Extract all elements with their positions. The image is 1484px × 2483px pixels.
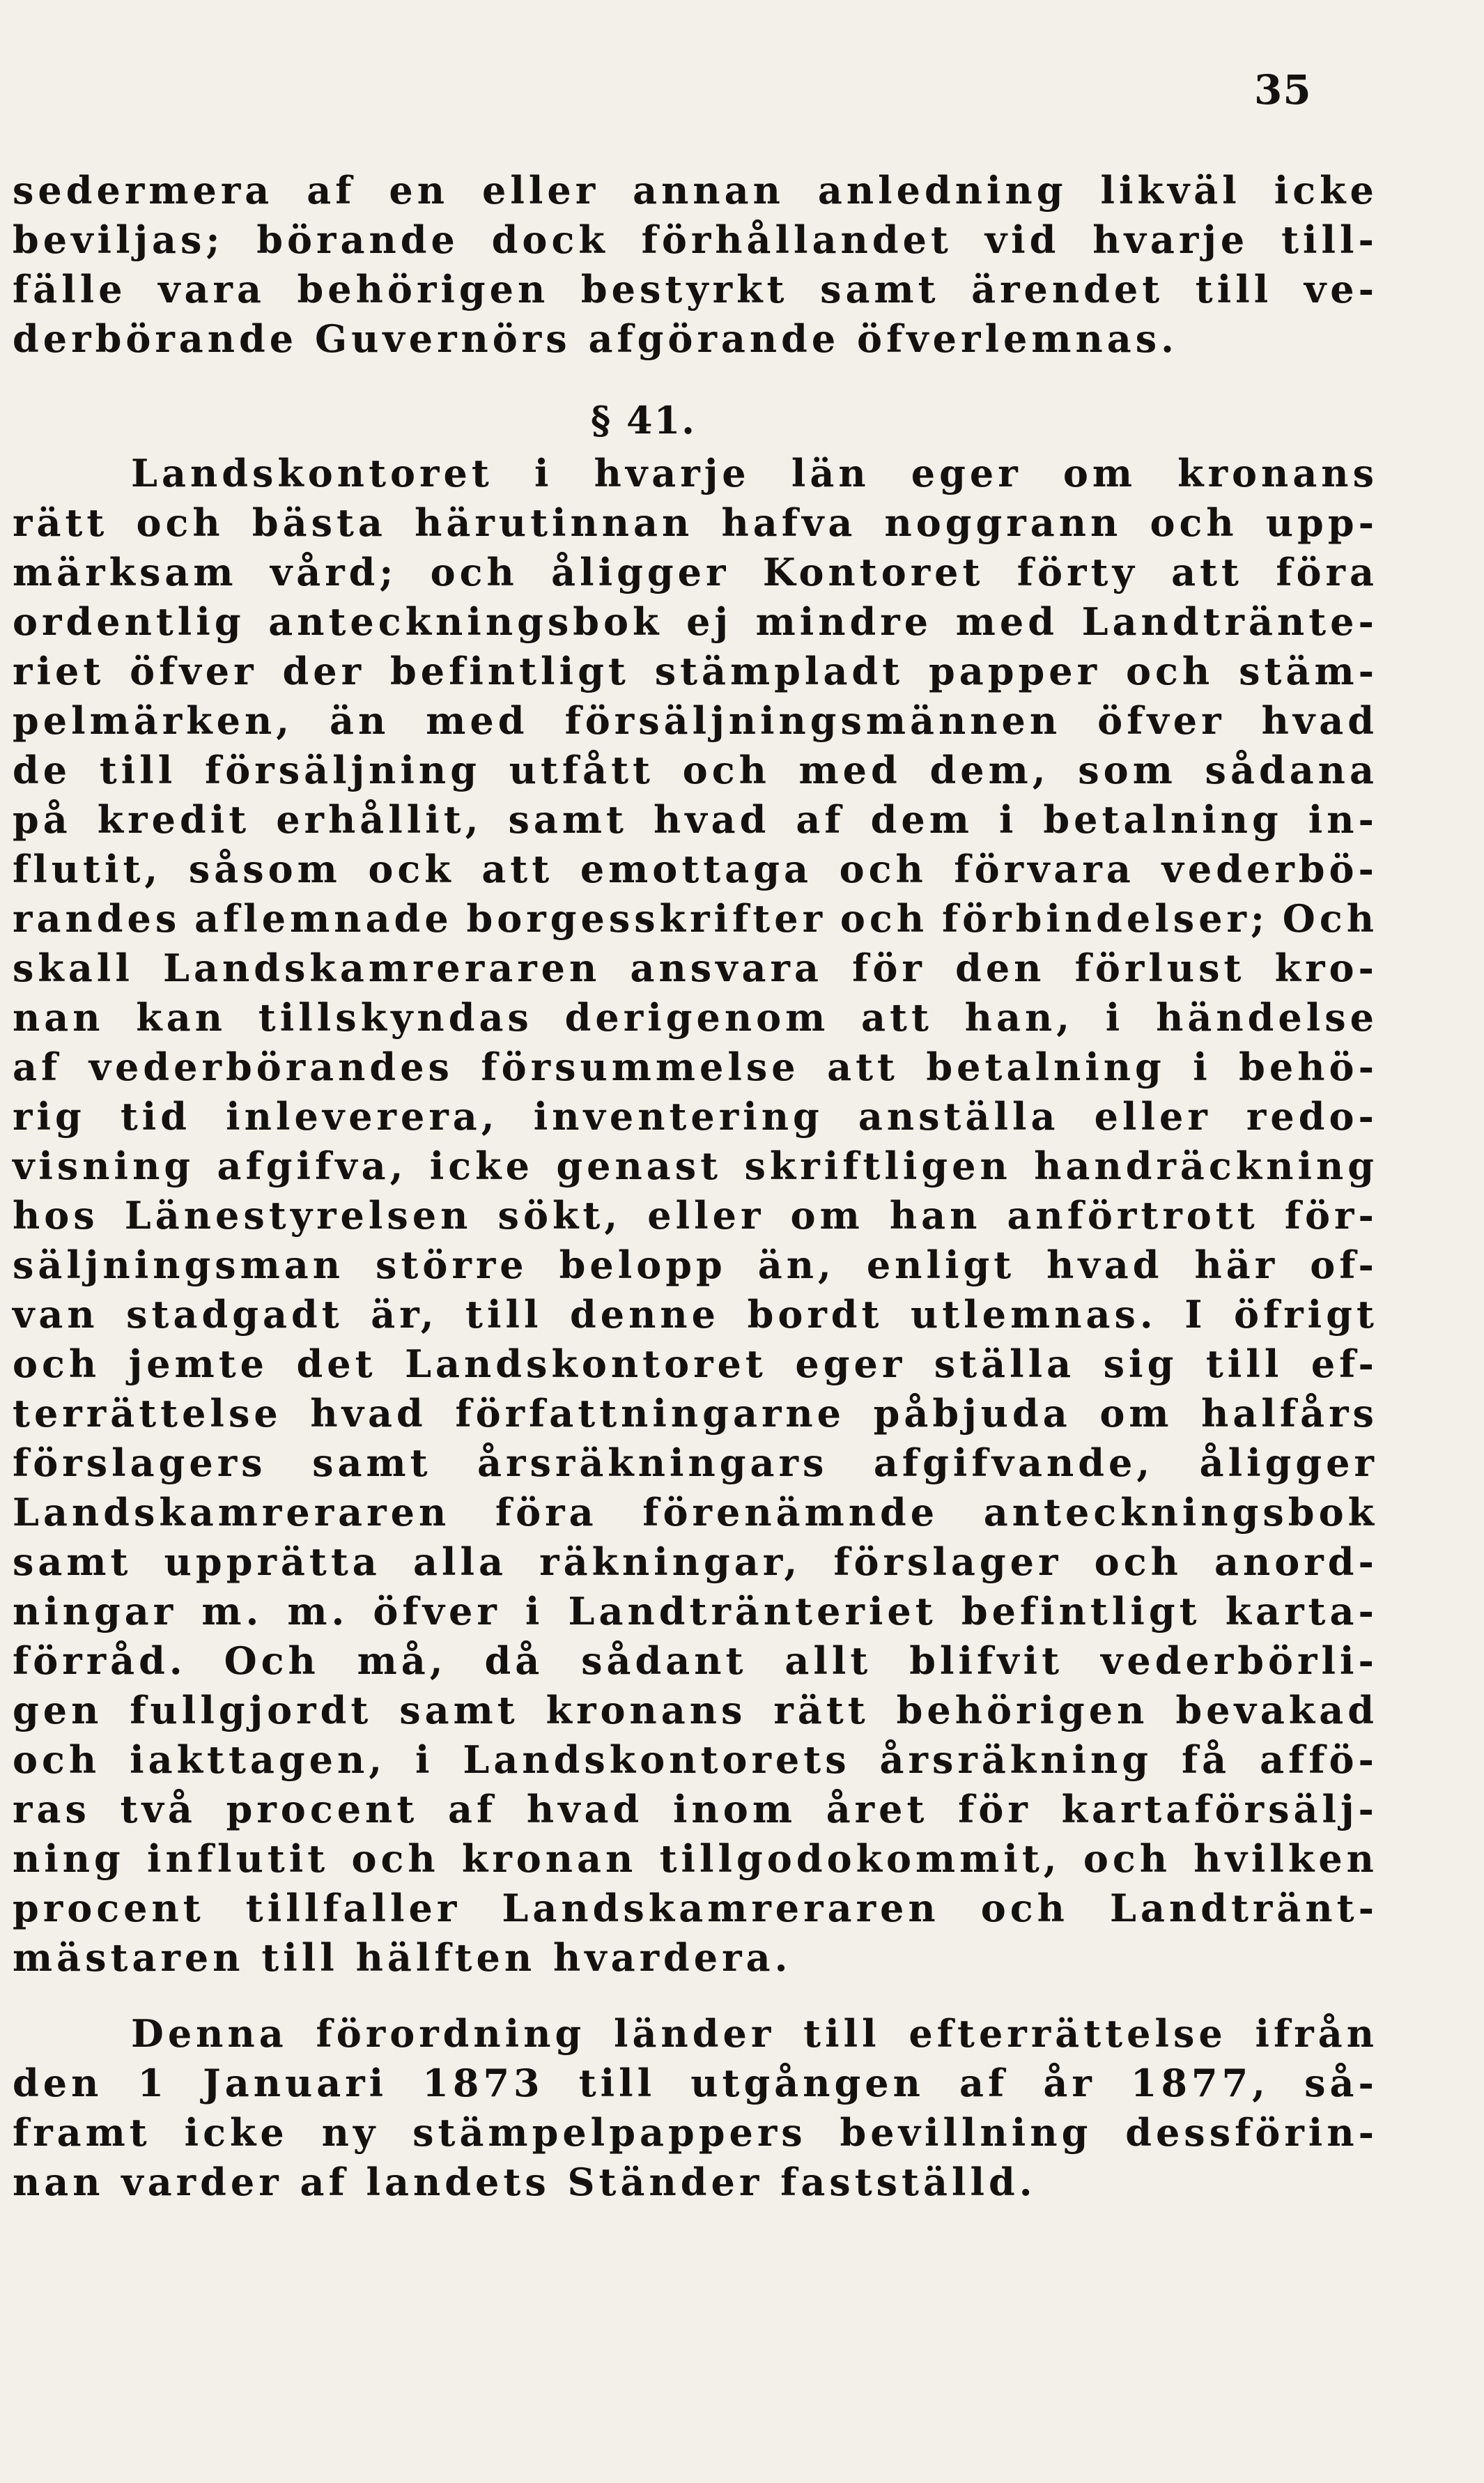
- text-line: visning afgifva, icke genast skriftligen handräckning: [13, 1144, 1378, 1188]
- paragraph-closing: [13, 2009, 1378, 2207]
- text-line: flutit, såsom ock att emottaga och förvara vederbö-: [13, 847, 1378, 891]
- text-line: rig tid inleverera, inventering anställa eller redo-: [13, 1094, 1378, 1139]
- paragraph-spacer: [13, 1983, 1378, 2009]
- text-line: mästaren till hälften hvardera.: [13, 1935, 792, 1980]
- text-line: ordentlig anteckningsbok ej mindre med Landtränte-: [13, 599, 1378, 644]
- text-line: af vederbörandes försummelse att betalning i behö-: [13, 1045, 1378, 1089]
- paragraph-section-41: [13, 449, 1378, 1983]
- text-line: hos Länestyrelsen sökt, eller om han anförtrott för-: [13, 1193, 1378, 1238]
- text-line: samt upprätta alla räkningar, förslager och anord-: [13, 1539, 1378, 1584]
- text-line: framt icke ny stämpelpappers bevillning dessförin-: [13, 2110, 1378, 2155]
- page-number: 35: [1254, 66, 1312, 114]
- text-line: skall Landskamreraren ansvara för den förlust kro-: [13, 946, 1378, 990]
- text-line: förråd. Och må, då sådant allt blifvit vederbörli-: [13, 1638, 1378, 1683]
- text-line: riet öfver der befintligt stämpladt papper och stäm-: [13, 649, 1378, 693]
- text-line: randes aflemnade borgesskrifter och förbindelser; Och: [13, 896, 1378, 941]
- body-text: [13, 166, 1378, 2207]
- text-line: beviljas; börande dock förhållandet vid hvarje till-: [13, 217, 1378, 262]
- text-line: nan kan tillskyndas derigenom att han, i händelse: [13, 995, 1378, 1040]
- text-line: Landskamreraren föra förenämnde anteckningsbok: [13, 1490, 1378, 1535]
- text-line: van stadgadt är, till denne bordt utlemnas. I öfrigt: [13, 1292, 1378, 1337]
- text-line: derbörande Guvernörs afgörande öfverlemnas.: [13, 316, 1178, 361]
- text-line: på kredit erhållit, samt hvad af dem i betalning in-: [13, 797, 1378, 842]
- text-line: ning influtit och kronan tillgodokommit, och hvilken: [13, 1836, 1378, 1881]
- text-line: säljningsman större belopp än, enligt hvad här of-: [13, 1243, 1378, 1287]
- text-line: den 1 Januari 1873 till utgången af år 1877, så-: [13, 2061, 1378, 2105]
- text-line: ningar m. m. öfver i Landtränteriet befintligt karta-: [13, 1589, 1378, 1633]
- text-line: gen fullgjordt samt kronans rätt behörigen bevakad: [13, 1688, 1378, 1732]
- text-line: procent tillfaller Landskamreraren och Landtränt-: [13, 1886, 1378, 1930]
- text-line: de till försäljning utfått och med dem, som sådana: [13, 748, 1378, 792]
- text-line: ras två procent af hvad inom året för kartaförsälj-: [13, 1787, 1378, 1831]
- text-line: nan varder af landets Ständer fastställd.: [13, 2160, 1037, 2204]
- text-line: sedermera af en eller annan anledning likväl icke: [13, 168, 1378, 213]
- text-line: och jemte det Landskontoret eger ställa sig till ef-: [13, 1342, 1378, 1386]
- text-line: fälle vara behörigen bestyrkt samt ärendet till ve-: [13, 267, 1378, 312]
- paragraph-continuation: [13, 166, 1378, 364]
- text-line: och iakttagen, i Landskontorets årsräkning få affö-: [13, 1737, 1378, 1782]
- text-line: Landskontoret i hvarje län eger om kronans: [131, 451, 1378, 495]
- text-line: pelmärken, än med försäljningsmännen öfver hvad: [13, 698, 1378, 743]
- text-line: märksam vård; och åligger Kontoret förty att föra: [13, 550, 1378, 594]
- section-heading: § 41.: [591, 398, 696, 443]
- text-line: förslagers samt årsräkningars afgifvande, åligger: [13, 1440, 1378, 1485]
- text-line: rätt och bästa härutinnan hafva noggrann och upp-: [13, 500, 1378, 545]
- text-line: terrättelse hvad författningarne påbjuda om halfårs: [13, 1391, 1378, 1436]
- text-line: Denna förordning länder till efterrättelse ifrån: [131, 2011, 1378, 2056]
